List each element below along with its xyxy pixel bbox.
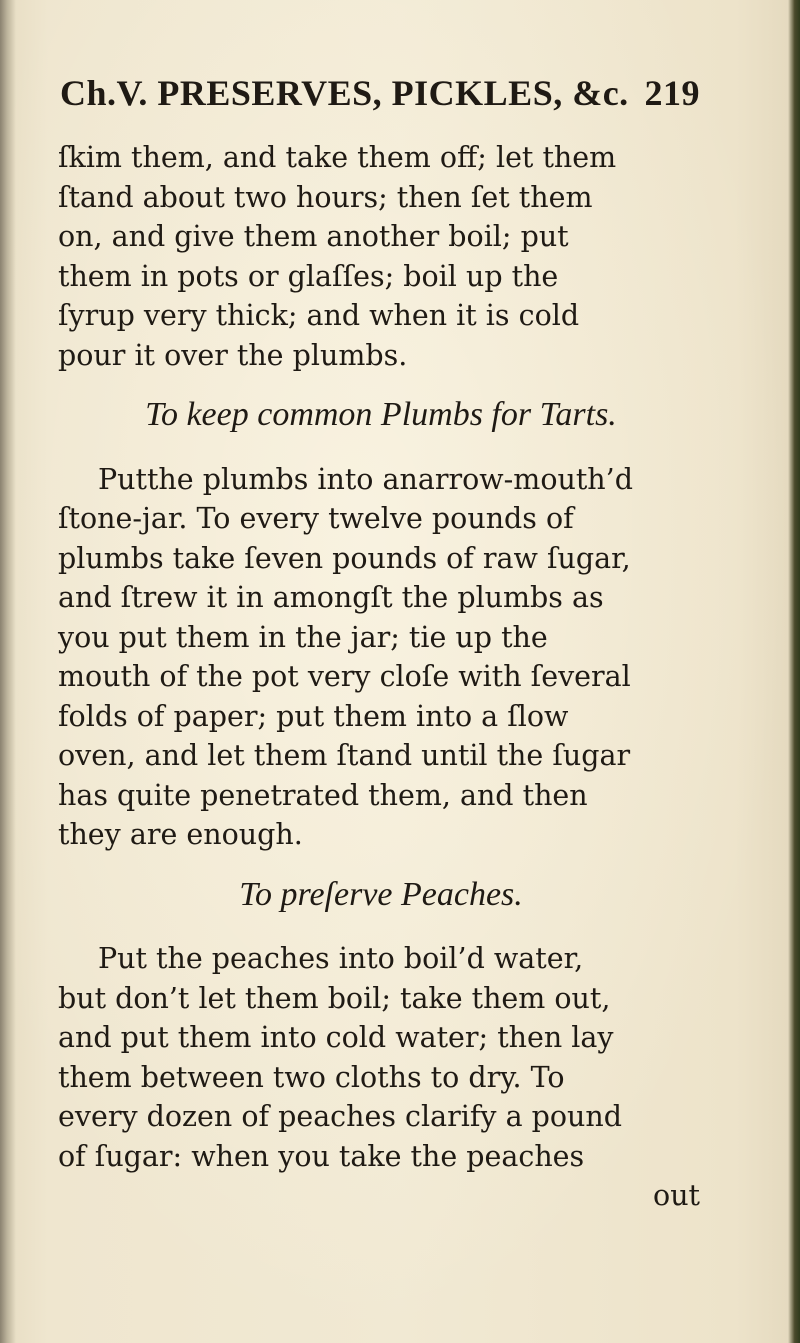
section-heading: To preſerve Peaches. (239, 875, 523, 913)
text-line: you put them in the jar; tie up the (58, 620, 548, 654)
text-line: ſyrup very thick; and when it is cold (58, 299, 580, 332)
text-line: folds of paper; put them into a ſlow (58, 699, 569, 733)
text-line: plumbs take ſeven pounds of raw ſugar, (58, 541, 631, 575)
section-heading: To keep common Plumbs for Tarts. (145, 396, 617, 433)
chapter-title: Ch.V. PRESERVES, PICKLES, &c. (60, 73, 629, 113)
running-header (60, 72, 700, 122)
text-line: Put the peaches into boil’d water, (98, 942, 584, 975)
page-number: 219 (644, 73, 700, 113)
page-gutter-shadow (0, 0, 16, 1343)
text-line: pour it over the plumbs. (58, 338, 408, 372)
text-line: and put them into cold water; then lay (58, 1021, 614, 1054)
text-line: has quite penetrated them, and then (58, 778, 588, 812)
text-line: them in pots or glaſſes; boil up the (58, 259, 559, 293)
text-line: ſkim them, and take them off; let them (58, 141, 617, 174)
text-line: of ſugar: when you take the peaches (58, 1139, 585, 1173)
text-line: on, and give them another boil; put (58, 220, 569, 253)
text-line: mouth of the pot very cloſe with ſeveral (58, 660, 631, 693)
page-body (58, 138, 704, 1216)
text-line: they are enough. (58, 818, 303, 851)
text-line: ſtone-jar. To every twelve pounds of (58, 502, 574, 535)
text-line: Putthe plumbs into anarrow-mouth’d (98, 462, 633, 496)
text-line: every dozen of peaches clarify a pound (58, 1100, 622, 1133)
text-line: them between two cloths to dry. To (58, 1060, 565, 1094)
page-edge-shadow (788, 0, 800, 1343)
text-line: ſtand about two hours; then ſet them (58, 180, 593, 214)
catchword: out (653, 1179, 700, 1212)
text-line: and ſtrew it in amongſt the plumbs as (58, 581, 604, 614)
text-line: but don’t let them boil; take them out, (58, 981, 611, 1015)
text-line: oven, and let them ſtand until the ſugar (58, 739, 631, 772)
